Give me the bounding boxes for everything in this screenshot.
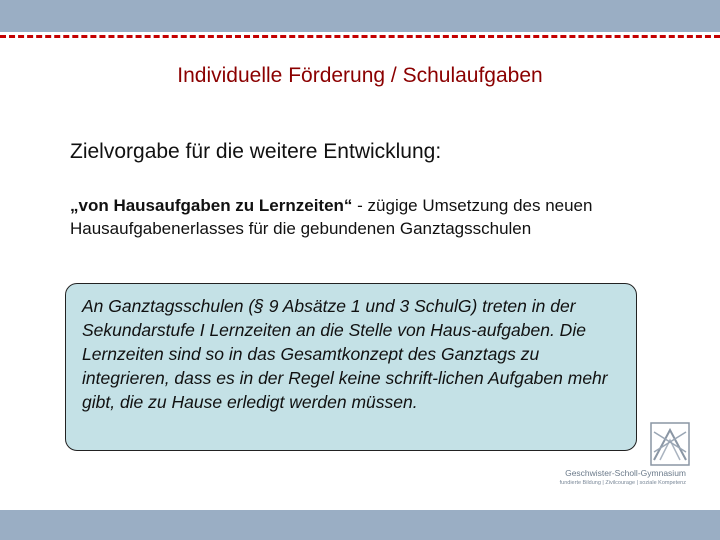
goal-description: - zügige Umsetzung des neuen Hausaufgabenerlasses für die gebundenen Ganztagsschulen [70, 196, 593, 238]
school-logo-icon [650, 422, 690, 466]
school-logo [530, 420, 700, 492]
bottom-bar [0, 510, 720, 540]
school-tagline: fundierte Bildung | Zivilcourage | soziale Kompetenz [559, 480, 686, 486]
top-bar [0, 0, 720, 32]
quote-callout-text: An Ganztagsschulen (§ 9 Absätze 1 und 3 SchulG) treten in der Sekundarstufe I Lernzeiten an die Stelle von Haus-aufgaben. Die Lernzeiten sind so in das Gesamtkonzept des Ganztags zu integrieren, dass es in der Regel keine schrift-lichen Aufgaben mehr gibt, die zu Hause erledigt werden müssen. [82, 296, 608, 412]
slide-title: Individuelle Förderung / Schulaufgaben [177, 64, 543, 87]
section-heading: Zielvorgabe für die weitere Entwicklung: [70, 140, 442, 163]
goal-paragraph [70, 194, 650, 240]
school-name: Geschwister-Scholl-Gymnasium [565, 468, 686, 478]
goal-emphasis: „von Hausaufgaben zu Lernzeiten“ [70, 196, 353, 215]
dashed-divider [0, 35, 720, 38]
